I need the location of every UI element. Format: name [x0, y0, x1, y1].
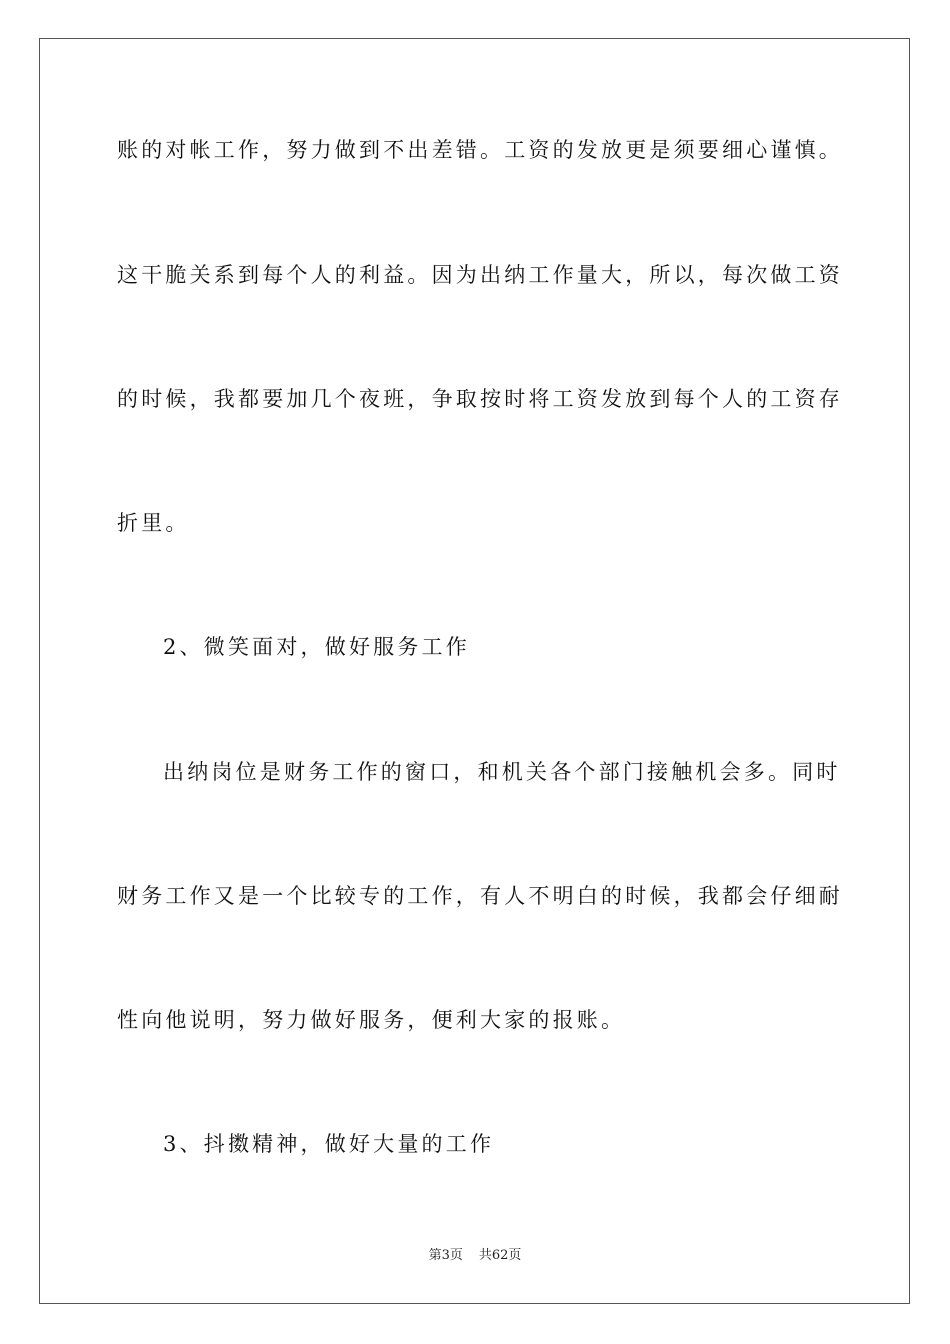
- body-text-line-2: 这干脆关系到每个人的利益。因为出纳工作量大，所以，每次做工资: [117, 263, 843, 287]
- page-border: [39, 38, 910, 1304]
- page-number: 第3页: [428, 1248, 463, 1263]
- body-text-line-3: 的时候，我都要加几个夜班，争取按时将工资发放到每个人的工资存: [117, 387, 843, 411]
- body-text-line-4: 折里。: [117, 511, 190, 535]
- page-total: 共62页: [478, 1248, 522, 1263]
- body-text-line-8: 性向他说明，努力做好服务，便利大家的报账。: [117, 1008, 626, 1032]
- body-text-line-7: 财务工作又是一个比较专的工作，有人不明白的时候，我都会仔细耐: [117, 884, 843, 908]
- section-heading-2: 2、微笑面对，做好服务工作: [163, 635, 470, 659]
- body-text-line-6: 出纳岗位是财务工作的窗口，和机关各个部门接触机会多。同时: [163, 760, 841, 784]
- page-footer: [0, 1247, 950, 1265]
- body-text-line-1: 账的对帐工作，努力做到不出差错。工资的发放更是须要细心谨慎。: [117, 138, 843, 162]
- section-heading-3: 3、抖擞精神，做好大量的工作: [163, 1132, 495, 1156]
